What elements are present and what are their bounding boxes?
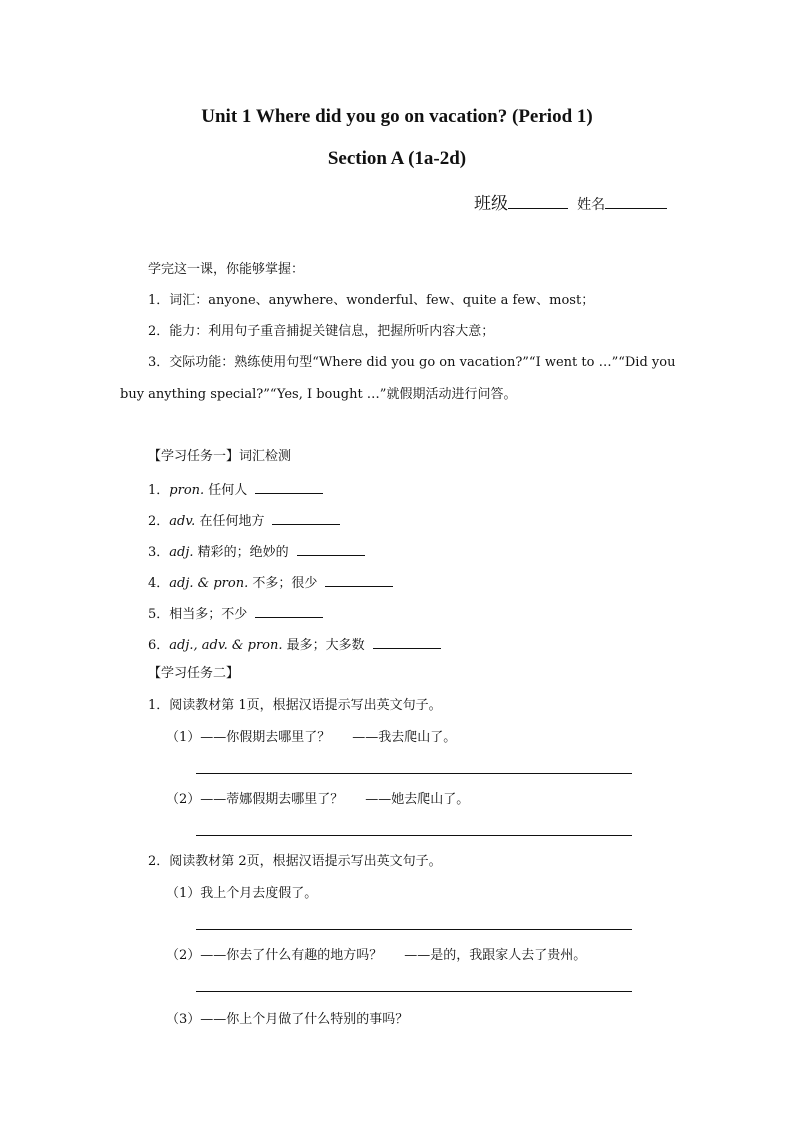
vocab-meaning: 最多；大多数	[286, 638, 365, 653]
task2-q2-item: （2）——你去了什么有趣的地方吗？ ——是的，我跟家人去了贵州。	[166, 948, 587, 963]
vocab-item: 1．pron. 任何人	[148, 479, 323, 500]
part-of-speech: adv.	[169, 514, 196, 529]
task2-q2-item: （1）我上个月去度假了。	[166, 886, 318, 901]
vocab-blank[interactable]	[373, 634, 441, 649]
goal-item-3: 3．交际功能：熟练使用句型“Where did you go on vacation?”“I went to …”“Did you	[148, 355, 676, 370]
part-of-speech: pron.	[169, 483, 205, 498]
goal-item-3-cont: buy anything special?”“Yes, I bought …”就假期活动进行问答。	[120, 387, 517, 402]
task2-q2-item: （3）——你上个月做了什么特别的事吗？	[166, 1012, 409, 1027]
vocab-blank[interactable]	[255, 479, 323, 494]
vocab-item: 4．adj. & pron. 不多；很少	[148, 572, 393, 593]
vocab-blank[interactable]	[255, 603, 323, 618]
student-info	[474, 189, 667, 214]
page-subtitle: Section A (1a-2d)	[327, 148, 467, 169]
vocab-meaning: 任何人	[208, 483, 248, 498]
goal-item-1: 1．词汇：anyone、anywhere、wonderful、few、quite a few、most；	[148, 293, 595, 308]
task1-heading: 【学习任务一】词汇检测	[148, 449, 292, 464]
task2-heading: 【学习任务二】	[148, 666, 240, 681]
vocab-item: 5．相当多；不少	[148, 603, 323, 624]
goals-intro: 学完这一课，你能够掌握：	[148, 262, 305, 277]
page-title: Unit 1 Where did you go on vacation? (Period 1)	[201, 106, 593, 127]
answer-line[interactable]	[196, 991, 632, 992]
task2-q1-prompt: 1．阅读教材第 1页，根据汉语提示写出英文句子。	[148, 698, 442, 713]
class-blank[interactable]	[508, 192, 568, 209]
vocab-blank[interactable]	[272, 510, 340, 525]
vocab-meaning: 不多；很少	[252, 576, 318, 591]
answer-line[interactable]	[196, 773, 632, 774]
task2-q2-prompt: 2．阅读教材第 2页，根据汉语提示写出英文句子。	[148, 854, 442, 869]
part-of-speech: adj., adv. & pron.	[169, 638, 283, 653]
vocab-meaning: 在任何地方	[199, 514, 265, 529]
vocab-blank[interactable]	[297, 541, 365, 556]
name-label: 姓名	[577, 197, 606, 213]
vocab-item: 3．adj. 精彩的；绝妙的	[148, 541, 365, 562]
vocab-item: 2．adv. 在任何地方	[148, 510, 340, 531]
goal-item-2: 2．能力：利用句子重音捕捉关键信息，把握所听内容大意；	[148, 324, 495, 339]
vocab-meaning: 相当多；不少	[169, 607, 248, 622]
vocab-blank[interactable]	[325, 572, 393, 587]
vocab-meaning: 精彩的；绝妙的	[197, 545, 289, 560]
class-label: 班级	[474, 194, 508, 214]
answer-line[interactable]	[196, 929, 632, 930]
task2-q1-item: （2）——蒂娜假期去哪里了？ ——她去爬山了。	[166, 792, 470, 807]
answer-line[interactable]	[196, 835, 632, 836]
task2-q1-item: （1）——你假期去哪里了？ ——我去爬山了。	[166, 730, 457, 745]
part-of-speech: adj.	[169, 545, 194, 560]
part-of-speech: adj. & pron.	[169, 576, 249, 591]
name-blank[interactable]	[605, 192, 667, 209]
vocab-item: 6．adj., adv. & pron. 最多；大多数	[148, 634, 441, 655]
